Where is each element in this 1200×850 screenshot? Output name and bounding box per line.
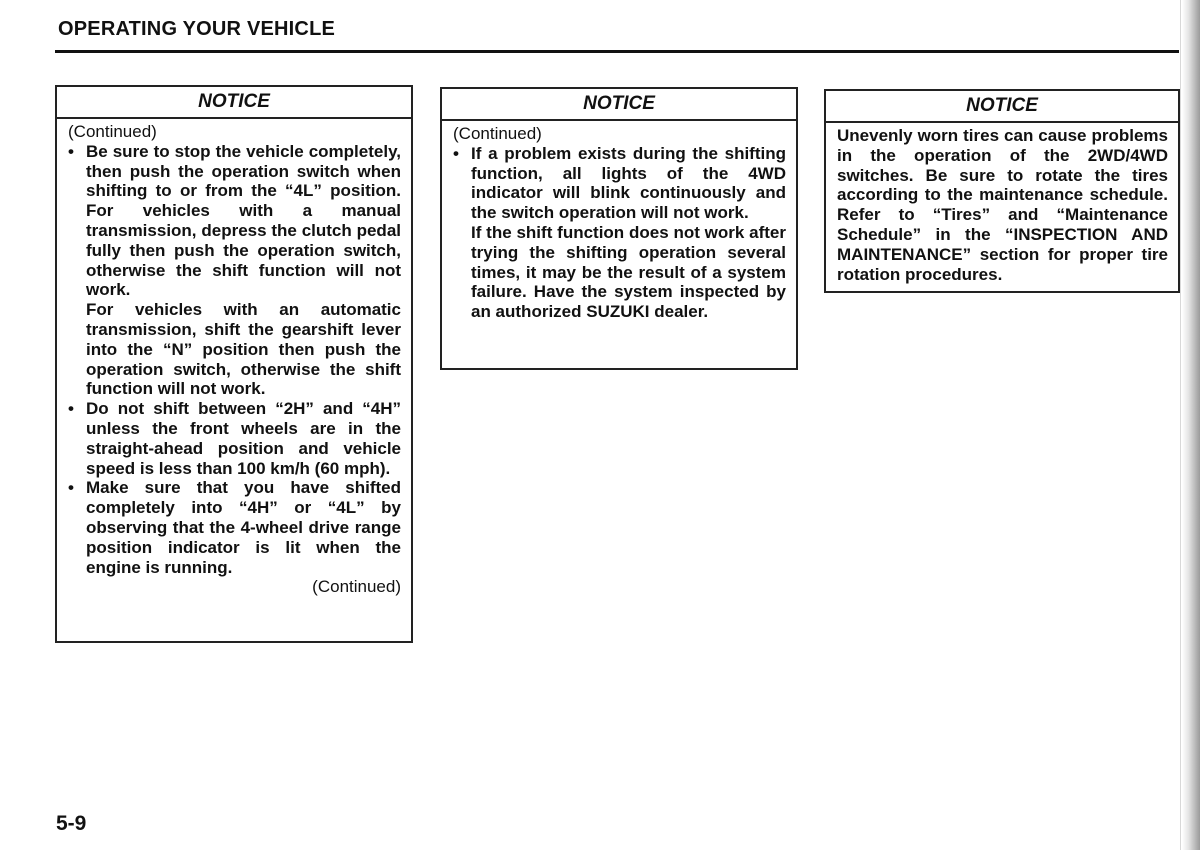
list-item <box>68 142 401 399</box>
bullet-marker: • <box>68 478 74 498</box>
notice-box-shifting-precautions <box>55 85 413 643</box>
notice-box-shift-problem <box>440 87 798 370</box>
header-divider <box>55 50 1179 53</box>
notice-body <box>826 123 1178 288</box>
bullet-text: For vehicles with an automatic transmission, shift the gearshift lever into the “N” position then push the operation switch, otherwise the shift function will not work. <box>86 300 401 399</box>
bullet-marker: • <box>68 141 74 161</box>
page-edge-line <box>1180 0 1181 850</box>
list-item <box>68 478 401 577</box>
notice-body <box>57 119 411 601</box>
continued-label: (Continued) <box>68 122 157 141</box>
notice-box-tire-wear <box>824 89 1180 293</box>
list-item <box>68 399 401 478</box>
bullet-marker: • <box>68 399 74 419</box>
bullet-text: If the shift function does not work after trying the shifting operation several times, it may be the result of a system failure. Have the system inspected by an authorized SUZUKI dealer. <box>471 222 786 322</box>
bullet-marker: • <box>453 143 459 163</box>
section-title: OPERATING YOUR VEHICLE <box>58 18 336 40</box>
notice-text: Unevenly worn tires can cause problems in the operation of the 2WD/4WD switches. Be sure to rotate the tires according to the maintenance schedule. Refer to “Tires” and “Maintenance Schedule” in the “INSPECTION AND MAINTENANCE” section for proper tire rotation procedures. <box>837 126 1168 284</box>
notice-heading: NOTICE <box>57 87 411 119</box>
bullet-list <box>68 142 401 578</box>
bullet-list <box>453 144 786 322</box>
bullet-text: If a problem exists during the shifting function, all lights of the 4WD indicator will blink continuously and the switch operation will not work. <box>471 143 786 223</box>
bullet-text: Be sure to stop the vehicle completely, then push the operation switch when shifting to or from the “4L” position. For vehicles with a manual transmission, depress the clutch pedal fully then push the operation switch, otherwise the shift function will not work. <box>86 141 401 300</box>
continued-label: (Continued) <box>312 577 401 597</box>
notice-heading: NOTICE <box>442 89 796 121</box>
bullet-text: Do not shift between “2H” and “4H” unless the front wheels are in the straight-ahead position and vehicle speed is less than 100 km/h (60 mph). <box>86 399 401 478</box>
notice-heading: NOTICE <box>826 91 1178 123</box>
continued-label: (Continued) <box>453 124 542 143</box>
page-number: 5-9 <box>56 812 87 835</box>
list-item <box>453 144 786 322</box>
bullet-text: Make sure that you have shifted completely into “4H” or “4L” by observing that the 4-wheel drive range position indicator is lit when the engine is running. <box>86 478 401 577</box>
page-edge-shadow <box>1182 0 1200 850</box>
notice-body <box>442 121 796 326</box>
